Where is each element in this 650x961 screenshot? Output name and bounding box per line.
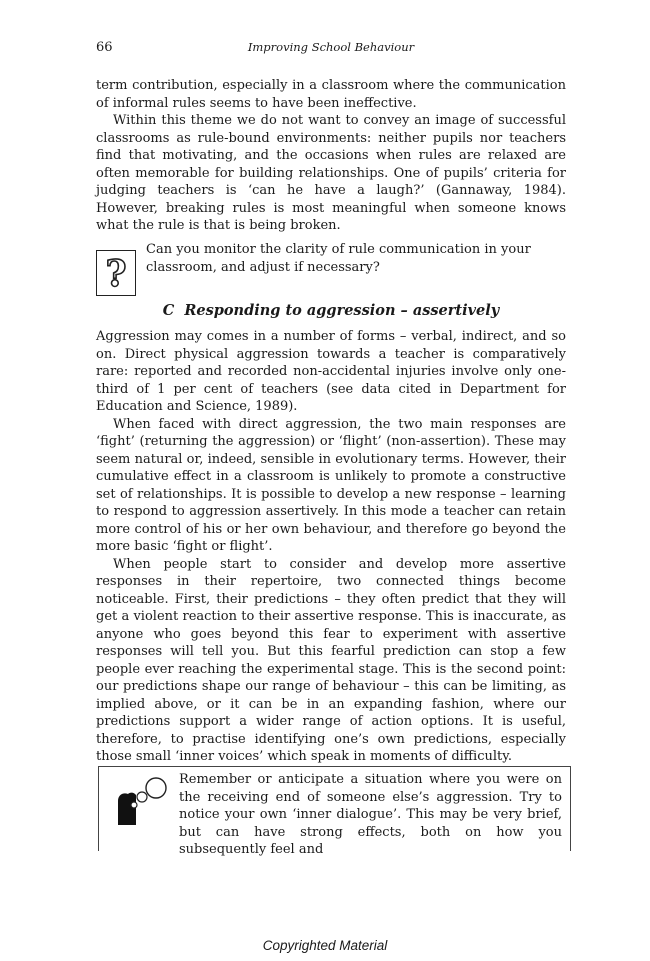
paragraph: Within this theme we do not want to convey an image of successful classrooms as rule-bound environments: neither pupils nor teachers find that motivating, and the occasions when rules are relaxed are often memorable for building relationships. One of pupils’ criteria for judging teachers is ‘can he have a laugh?’ (Gannaway, 1984). However, breaking rules is most meaningful when someone knows what the rule is that is being broken. [96, 113, 566, 233]
paragraph: term contribution, especially in a classroom where the communication of informal rules seems to have been ineffective. [96, 78, 566, 111]
section-letter: C [162, 302, 175, 319]
reflection-question [96, 241, 566, 301]
section-title: Responding to aggression – assertively [184, 302, 500, 319]
page-header [96, 40, 566, 60]
thought-bubble-icon [114, 777, 168, 825]
text-block-1 [96, 77, 566, 235]
paragraph: When faced with direct aggression, the two main responses are ‘fight’ (returning the aggression) or ‘flight’ (non-assertion). These may seem natural or, indeed, sensible in evolutionary terms. However, their cumulative effect in a classroom is unlikely to promote a constructive set of relationships. It is possible to develop a new response – learning to respond to aggression assertively. In this mode a teacher can retain more control of his or her own behaviour, and therefore go beyond the more basic ‘fight or flight’. [96, 416, 566, 554]
svg-text:?: ? [105, 253, 127, 295]
paragraph: When people start to consider and develop more assertive responses in their repertoire, two connected things become noticeable. First, their predictions – they often predict that they will get a violent reaction to their assertive response. This is inaccurate, as anyone who goes beyond this fear to experiment with assertive responses will tell you. But this fearful prediction can stop a few people ever reaching the experimental stage. This is the second point: our predictions shape our range of behaviour – this can be limiting, as implied above, or it can be in an expanding fashion, where our predictions support a wider range of action options. It is useful, therefore, to practise identifying one’s own predictions, especially those small ‘inner voices’ which speak in moments of difficulty. [96, 556, 566, 764]
page-number: 66 [96, 40, 113, 55]
activity-box [98, 766, 571, 857]
running-head: Improving School Behaviour [247, 40, 415, 54]
paragraph: Aggression may comes in a number of forms – verbal, indirect, and so on. Direct physical aggression towards a teacher is comparatively rare: reported and recorded non-accidental injuries involve only one-third of 1 per cent of teachers (see data cited in Department for Education and Science, 1989). [96, 329, 566, 414]
copyright-footer: Copyrighted Material [262, 938, 388, 953]
section-heading [96, 302, 566, 319]
question-mark-icon [96, 250, 136, 296]
activity-text: Remember or anticipate a situation where you were on the receiving end of someone else’s aggression. Try to notice your own ‘inner dialogue’. This may be very brief, but can have strong effects, both on how you subsequently feel and [179, 772, 562, 857]
question-text: Can you monitor the clarity of rule communication in your classroom, and adjust if necessary? [146, 242, 531, 275]
text-block-2 [96, 328, 566, 766]
